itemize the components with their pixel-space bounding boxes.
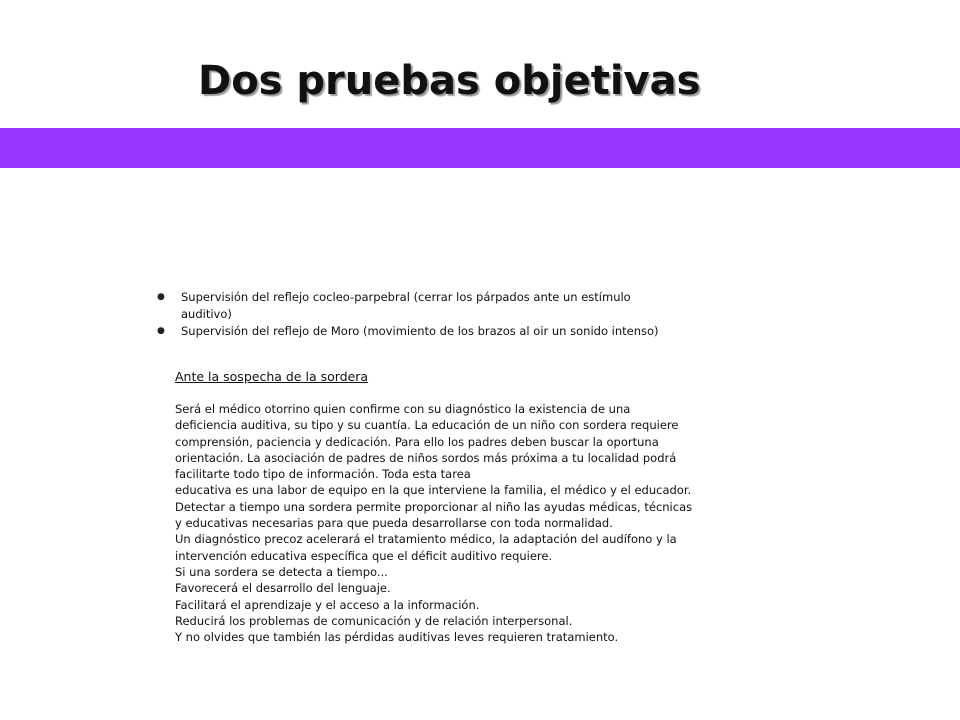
body-line: educativa es una labor de equipo en la que interviene la familia, el médico y el educador. (175, 483, 692, 498)
body-line: orientación. La asociación de padres de niños sordos más próxima a tu localidad podrá (175, 450, 677, 465)
bullet-text-line: Supervisión del reflejo de Moro (movimiento de los brazos al oir un sonido intenso) (181, 324, 659, 338)
body-line: Facilitará el aprendizaje y el acceso a la información. (175, 597, 480, 612)
body-line: Favorecerá el desarrollo del lenguaje. (175, 581, 391, 596)
body-line: comprensión, paciencia y dedicación. Para ello los padres deben buscar la oportuna (175, 434, 659, 449)
body-line: intervención educativa específica que el déficit auditivo requiere. (175, 548, 553, 563)
body-line: facilitarte todo tipo de información. Toda esta tarea (175, 467, 471, 482)
bullet-list (157, 289, 717, 340)
accent-band (0, 128, 960, 168)
body-line: Si una sordera se detecta a tiempo... (175, 564, 388, 579)
body-line: y educativas necesarias para que pueda desarrollarse con toda normalidad. (175, 516, 613, 531)
body-line: deficiencia auditiva, su tipo y su cuantía. La educación de un niño con sordera requiere (175, 418, 679, 433)
slide-title: Dos pruebas objetivas (198, 58, 701, 104)
body-line: Detectar a tiempo una sordera permite proporcionar al niño las ayudas médicas, técnicas (175, 499, 693, 514)
bullet-text-line: auditivo) (181, 307, 232, 321)
bullet-item (157, 289, 717, 323)
bullet-dot-icon: ● (157, 326, 165, 336)
body-line: Un diagnóstico precoz acelerará el tratamiento médico, la adaptación del audífono y la (175, 532, 677, 547)
section-heading: Ante la sospecha de la sordera (175, 369, 369, 384)
section-body (175, 401, 795, 645)
body-line: Será el médico otorrino quien confirme con su diagnóstico la existencia de una (175, 402, 631, 416)
body-line: Reducirá los problemas de comunicación y de relación interpersonal. (175, 613, 573, 628)
bullet-item (157, 323, 717, 340)
body-line: Y no olvides que también las pérdidas auditivas leves requieren tratamiento. (175, 630, 619, 645)
bullet-text-line: Supervisión del reflejo cocleo-parpebral (cerrar los párpados ante un estímulo (181, 290, 631, 304)
bullet-dot-icon: ● (157, 292, 165, 302)
